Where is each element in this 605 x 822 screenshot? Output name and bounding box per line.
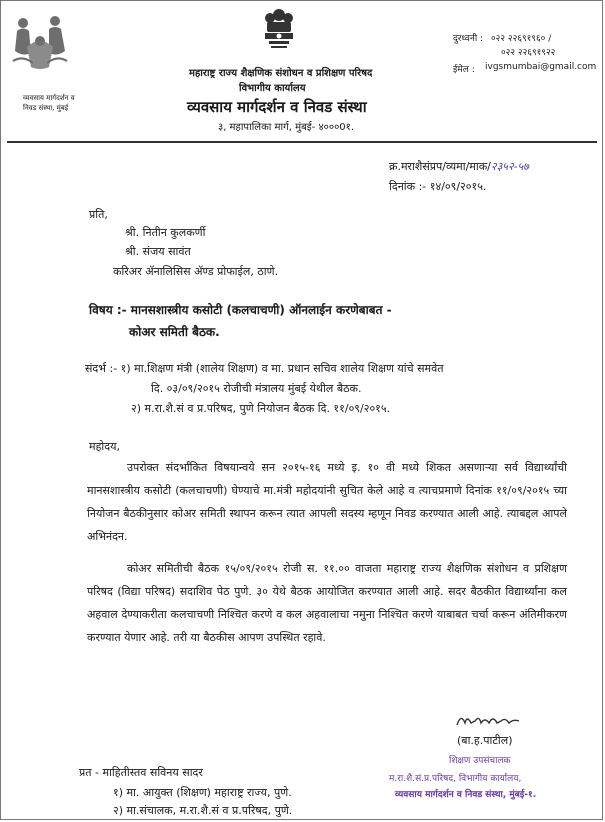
logo-caption: [23, 93, 75, 113]
org-office-type: विभागीय कार्यालय: [239, 83, 306, 94]
reference-prefix: क्र.मराशैसंप्रप/व्यमा/माक/: [389, 160, 491, 173]
national-emblem-icon: [259, 7, 299, 53]
reference-1-line-2: दि. ०३/०९/२०१५ रोजीची मंत्रालय मुंबई येथील बैठक.: [151, 382, 362, 395]
subject-line-1: विषय :- मानसशास्त्रीय कसोटी (कलचाचणी) ऑनलाईन करणेबाबत -: [89, 303, 392, 317]
email-address: ivgsmumbai@gmail.com: [485, 62, 597, 72]
copy-item: १) मा. आयुक्त (शिक्षण) महाराष्ट्र राज्य, पुणे.: [113, 786, 292, 799]
copy-item: २) मा.संचालक, म.रा.शै.सं व प्र.परिषद, पुणे.: [113, 804, 293, 817]
reference-2: २) म.रा.शै.सं व प्र.परिषद, पुणे नियोजन बैठक दि. ११/०९/२०१५.: [131, 402, 391, 415]
reference-handwritten-number: २३५२-५७: [490, 160, 529, 173]
body-paragraph-1: उपरोक्त संदर्भांकित विषयान्वये सन २०१५-१६ मध्ये इ. १० वी मध्ये शिकत असणाऱ्या सर्व विद्यार्थ्यांची मानसशास्त्रीय कसोटी (कलचाचणी) घेण्याचे मा.मंत्री महोदयांनी सुचित केले आहे व त्याचप्रमाणे दिनांक ११/०९/२०१५ च्या नियोजन बैठकीनुसार कोअर समिती स्थापन करून त्यात आपली सदस्य म्हणून निवड करण्यात आली आहे. त्याबद्दल आपले अभिनंदन.: [87, 461, 567, 543]
stamp-office: म.रा.शै.सं.प्र.परिषद, विभागीय कार्यालय,: [389, 774, 522, 784]
stamp-org: व्यवसाय मार्गदर्शन व निवड संस्था, मुंबई-१.: [395, 790, 537, 800]
body-paragraph-2: कोअर समितीची बैठक १५/०९/२०१५ रोजी स. ११.०० वाजता महाराष्ट्र राज्य शैक्षणिक संशोधन व प्रशिक्षण परिषद (विद्या परिषद) सदाशिव पेठ पुणे. ३० येथे बैठक आयोजित करण्यात आली आहे. सदर बैठकीत विद्यार्थ्यांना कल अहवाल देण्याकरीता कलचाचणी निश्चित करणे व कल अहवालाचा नमुना निश्चित करणे याबाबत चर्चा करून अंतिमीकरण करण्यात येणार आहे. तरी या बैठकीस आपण उपस्थित रहावे.: [87, 562, 567, 644]
phone-number-2: ०२२ २२६९१९२२: [501, 48, 556, 58]
phone-number-1: ०२२ २२६९१९६० /: [491, 34, 552, 44]
email-label: ईमेल :: [453, 65, 475, 75]
stamp-designation: शिक्षण उपसंचालक: [449, 756, 511, 766]
reference-number: [389, 159, 529, 174]
logo-caption-line1: व्यवसाय मार्गदर्शन व: [23, 94, 75, 102]
recipient-line: करिअर ॲनालिसिस ॲण्ड प्रोफाईल, ठाणे.: [113, 265, 279, 278]
phone-label: दुरध्वनी :: [453, 34, 484, 44]
letter-date: दिनांक :- १४/०९/२०१५.: [389, 180, 487, 193]
reference-1-line-1: संदर्भ :- १) मा.शिक्षण मंत्री (शालेय शिक्षण) व मा. प्रधान सचिव शालेय शिक्षण यांचे समवेत: [85, 362, 444, 375]
copy-heading: प्रत - माहितीस्तव सविनय सादर: [79, 766, 203, 779]
recipient-salutation: प्रति,: [89, 208, 108, 221]
org-title: व्यवसाय मार्गदर्शन व निवड संस्था: [187, 98, 367, 116]
institute-logo: [9, 11, 71, 73]
org-address: ३, महापालिका मार्ग, मुंबई- ४०००0१.: [218, 122, 355, 133]
recipient-line: श्री. संजय सावंत: [125, 245, 191, 258]
header-divider: [7, 141, 597, 143]
subject-line-2: कोअर समिती बैठक.: [129, 325, 220, 339]
logo-caption-line2: निवड संस्था, मुंबई: [23, 104, 69, 112]
salutation: महोदय,: [89, 440, 120, 453]
handwritten-signature: [453, 711, 523, 731]
signatory-name: (बा.ह.पाटील): [457, 734, 513, 747]
org-parent-name: महाराष्ट्र राज्य शैक्षणिक संशोधन व प्रशिक्षण परिषद: [189, 68, 373, 79]
recipient-line: श्री. नितीन कुलकर्णी: [125, 226, 206, 239]
